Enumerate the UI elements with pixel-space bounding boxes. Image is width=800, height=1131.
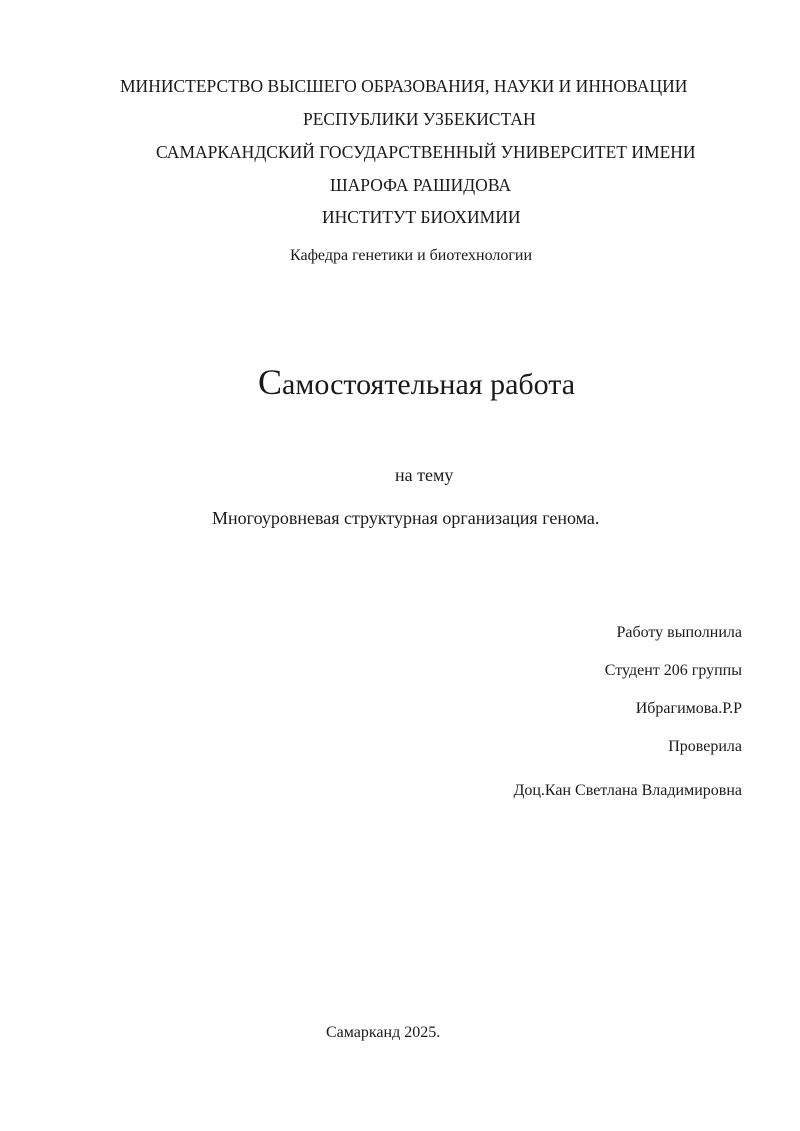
header-university-line1: САМАРКАНДСКИЙ ГОСУДАРСТВЕННЫЙ УНИВЕРСИТЕТ ИМЕНИ: [156, 142, 696, 162]
document-title-rest: амостоятельная работа: [282, 368, 576, 401]
header-ministry-line2: РЕСПУБЛИКИ УЗБЕКИСТАН: [303, 109, 536, 129]
header-university-line2: ШАРОФА РАШИДОВА: [330, 175, 512, 195]
header-ministry-line1: МИНИСТЕРСТВО ВЫСШЕГО ОБРАЗОВАНИЯ, НАУКИ И ИННОВАЦИИ: [120, 76, 688, 96]
document-title-initial: С: [258, 362, 283, 402]
topic-label: на тему: [395, 465, 454, 485]
signature-checked-by: Проверила: [668, 738, 742, 755]
signature-student-name: Ибрагимова.Р.Р: [635, 700, 742, 717]
topic-text: Многоуровневая структурная организация генома.: [212, 508, 600, 528]
footer-city-year: Самарканд 2025.: [326, 1024, 441, 1041]
signature-performed-by: Работу выполнила: [616, 624, 742, 641]
signature-teacher: Доц.Кан Светлана Владимировна: [513, 782, 742, 799]
document-title: [258, 364, 575, 400]
header-department: Кафедра генетики и биотехнологии: [290, 247, 533, 264]
header-institute: ИНСТИТУТ БИОХИМИИ: [322, 207, 521, 227]
signature-student-group: Студент 206 группы: [604, 662, 742, 679]
